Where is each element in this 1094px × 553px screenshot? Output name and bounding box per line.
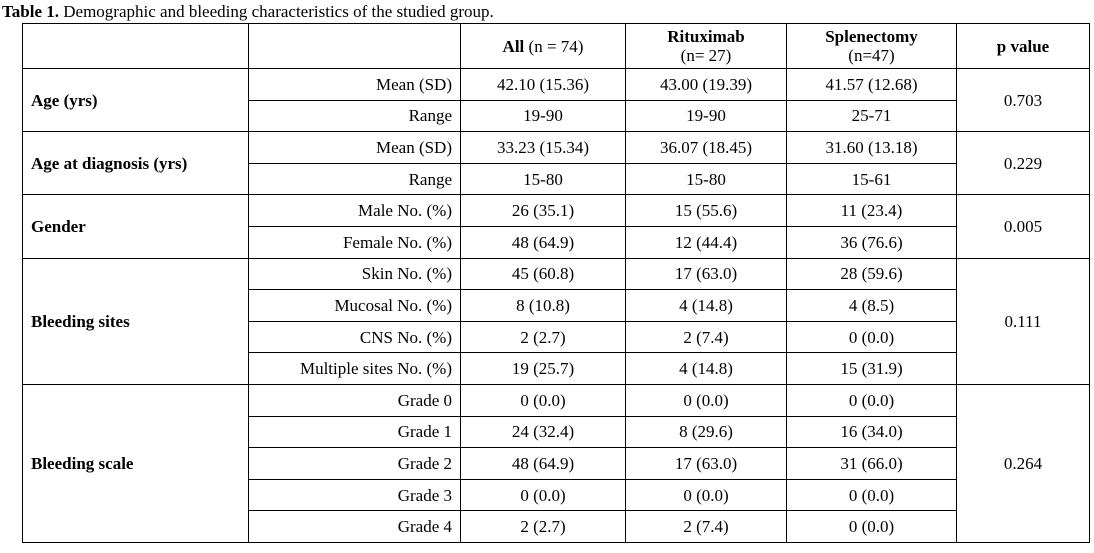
cell-splenectomy: 36 (76.6) (787, 226, 957, 258)
cell-rituximab: 17 (63.0) (626, 448, 787, 480)
cell-rituximab: 36.07 (18.45) (626, 132, 787, 164)
group-label: Age (yrs) (23, 69, 249, 132)
header-row (23, 24, 1090, 69)
cell-all: 48 (64.9) (461, 448, 626, 480)
row-label: Skin No. (%) (249, 258, 461, 290)
p-value: 0.264 (957, 384, 1090, 542)
characteristics-table (22, 23, 1090, 543)
row-label: Mucosal No. (%) (249, 290, 461, 322)
row-label: Male No. (%) (249, 195, 461, 227)
header-all-label: All (502, 36, 525, 56)
row-label: Female No. (%) (249, 226, 461, 258)
p-value: 0.229 (957, 132, 1090, 195)
cell-all: 42.10 (15.36) (461, 69, 626, 101)
cell-all: 48 (64.9) (461, 226, 626, 258)
cell-splenectomy: 11 (23.4) (787, 195, 957, 227)
cell-splenectomy: 15-61 (787, 163, 957, 195)
cell-all: 24 (32.4) (461, 416, 626, 448)
cell-splenectomy: 0 (0.0) (787, 479, 957, 511)
cell-all: 33.23 (15.34) (461, 132, 626, 164)
cell-rituximab: 15-80 (626, 163, 787, 195)
cell-splenectomy: 0 (0.0) (787, 384, 957, 416)
cell-all: 0 (0.0) (461, 479, 626, 511)
cell-splenectomy: 31 (66.0) (787, 448, 957, 480)
p-value: 0.111 (957, 258, 1090, 384)
cell-splenectomy: 25-71 (787, 100, 957, 132)
cell-splenectomy: 4 (8.5) (787, 290, 957, 322)
table-row (23, 69, 1090, 101)
header-empty-label (249, 24, 461, 69)
header-splenectomy (787, 24, 957, 69)
cell-rituximab: 43.00 (19.39) (626, 69, 787, 101)
row-label: Grade 1 (249, 416, 461, 448)
row-label: Range (249, 163, 461, 195)
cell-splenectomy: 31.60 (13.18) (787, 132, 957, 164)
table-caption (2, 2, 494, 22)
table-caption-text: Demographic and bleeding characteristics of the studied group. (59, 2, 494, 21)
cell-rituximab: 15 (55.6) (626, 195, 787, 227)
header-rituximab-n: (n= 27) (680, 46, 732, 65)
cell-all: 2 (2.7) (461, 511, 626, 543)
cell-rituximab: 19-90 (626, 100, 787, 132)
p-value: 0.005 (957, 195, 1090, 258)
header-pvalue-label: p value (996, 36, 1050, 56)
cell-rituximab: 12 (44.4) (626, 226, 787, 258)
cell-splenectomy: 28 (59.6) (787, 258, 957, 290)
cell-all: 15-80 (461, 163, 626, 195)
header-rituximab-label: Rituximab (667, 27, 745, 46)
row-label: Range (249, 100, 461, 132)
row-label: Grade 2 (249, 448, 461, 480)
cell-rituximab: 2 (7.4) (626, 321, 787, 353)
row-label: Grade 0 (249, 384, 461, 416)
cell-rituximab: 8 (29.6) (626, 416, 787, 448)
table-row (23, 384, 1090, 416)
cell-rituximab: 0 (0.0) (626, 479, 787, 511)
group-label: Age at diagnosis (yrs) (23, 132, 249, 195)
cell-splenectomy: 0 (0.0) (787, 511, 957, 543)
cell-splenectomy: 16 (34.0) (787, 416, 957, 448)
header-splenectomy-n: (n=47) (848, 46, 895, 65)
row-label: CNS No. (%) (249, 321, 461, 353)
header-splenectomy-label: Splenectomy (825, 27, 918, 46)
cell-splenectomy: 0 (0.0) (787, 321, 957, 353)
table-row (23, 132, 1090, 164)
cell-all: 2 (2.7) (461, 321, 626, 353)
cell-all: 19 (25.7) (461, 353, 626, 385)
cell-rituximab: 0 (0.0) (626, 384, 787, 416)
cell-rituximab: 2 (7.4) (626, 511, 787, 543)
cell-rituximab: 4 (14.8) (626, 353, 787, 385)
group-label: Bleeding sites (23, 258, 249, 384)
table-caption-label: Table 1. (2, 2, 60, 21)
group-label: Gender (23, 195, 249, 258)
cell-rituximab: 17 (63.0) (626, 258, 787, 290)
cell-rituximab: 4 (14.8) (626, 290, 787, 322)
header-all (461, 24, 626, 69)
header-pvalue (957, 24, 1090, 69)
cell-all: 19-90 (461, 100, 626, 132)
cell-all: 45 (60.8) (461, 258, 626, 290)
header-empty-group (23, 24, 249, 69)
row-label: Grade 3 (249, 479, 461, 511)
row-label: Mean (SD) (249, 132, 461, 164)
header-all-n: (n = 74) (524, 36, 584, 56)
row-label: Grade 4 (249, 511, 461, 543)
group-label: Bleeding scale (23, 384, 249, 542)
table-row (23, 195, 1090, 227)
cell-splenectomy: 41.57 (12.68) (787, 69, 957, 101)
cell-splenectomy: 15 (31.9) (787, 353, 957, 385)
cell-all: 0 (0.0) (461, 384, 626, 416)
cell-all: 8 (10.8) (461, 290, 626, 322)
header-rituximab (626, 24, 787, 69)
cell-all: 26 (35.1) (461, 195, 626, 227)
table-row (23, 258, 1090, 290)
row-label: Mean (SD) (249, 69, 461, 101)
row-label: Multiple sites No. (%) (249, 353, 461, 385)
p-value: 0.703 (957, 69, 1090, 132)
